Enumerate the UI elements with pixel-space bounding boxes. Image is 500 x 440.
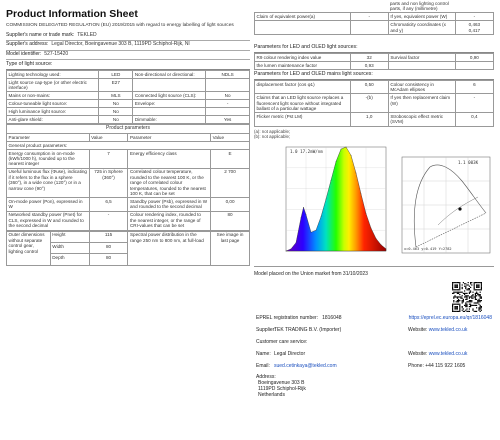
spectrum-point [286, 251, 287, 252]
param-cell: Useful luminous flux (Φuse), indicating if it refers to the flux in a sphere (360°), in a wide cone (120°) or in a narrow cone (90°) [7, 168, 90, 198]
param-cell: Networked standby power (Pnet) for CLS, expressed in W and rounded to the second decimal [7, 211, 90, 230]
spectrum-point [306, 214, 307, 215]
col-value-2: Value [211, 133, 250, 141]
qr-code [452, 282, 482, 312]
claims-value: -(b) [350, 94, 388, 113]
chromaticity-point [458, 207, 461, 210]
website-link-2[interactable]: www.tekled.co.uk [428, 350, 468, 357]
replace-value: - [455, 94, 493, 113]
width-label: Width [50, 242, 89, 253]
supplier-value: TEKLED [77, 32, 97, 39]
spectrum-point [381, 244, 382, 245]
address-value-2: Boeingavenue 303 B 1119PD Schiphol-Rijk Netherlands [258, 380, 306, 399]
type-cell: Lighting technology used: [7, 70, 99, 78]
param-cell: 2 700 [211, 168, 250, 198]
type-table [6, 70, 250, 124]
depth-value: 80 [89, 254, 128, 265]
spectrum-point [341, 149, 342, 150]
spectrum-point [356, 173, 357, 174]
eprel-url[interactable]: https://eprel.ec.europa.eu/qr/1816048 [408, 314, 492, 321]
type-cell: Light source cap-type (or other electric interface) [7, 78, 99, 91]
spectrum-legend: 1.0 17.2mW/nm [290, 149, 323, 155]
type-row [7, 116, 250, 124]
colcon-label: Colour consistency in McAdam ellipses [388, 81, 455, 94]
spectrum-point [376, 238, 377, 239]
market-text: Model placed on the Union market from 31/10/2023 [254, 271, 368, 278]
type-cell: Anti-glare shield: [7, 116, 99, 124]
model-row [6, 51, 250, 60]
param-cell: Energy efficiency class [128, 149, 211, 168]
supplier-label-2: Supplier: [256, 326, 276, 333]
footnote-a: (a): not applicable; [254, 128, 291, 134]
type-cell: No [99, 100, 133, 108]
address-value: Legal Director, Boeingavenue 303 B, 1119PD Schiphol-Rijk, Nl [51, 41, 190, 48]
param-cell: 6,5 [89, 198, 128, 211]
spectral-value: See image in last page [211, 231, 250, 265]
led-title: Parameters for LED and OLED light sources: [254, 43, 494, 53]
type-row [7, 100, 250, 108]
spectrum-point [336, 161, 337, 162]
param-cell: 80 [211, 211, 250, 230]
phone-value: +44 115 922 1605 [425, 362, 466, 369]
type-cell: - [206, 100, 250, 108]
left-column [6, 4, 250, 266]
cie-label-bottom: x=0.463 y=0.419 Y=2782 [404, 247, 452, 252]
customer-care-label: Customer care service: [256, 338, 308, 345]
col-param-1: Parameter [7, 133, 90, 141]
eprel-reg-label: EPREL registration number: [256, 314, 319, 321]
type-row [7, 70, 250, 78]
replace-label: If yes then replacement claim (W) [388, 94, 455, 113]
outer-dim-label: Outer dimensions without separate control gear, lighting control [7, 231, 51, 265]
r9-label: R9 colour rendering index value [255, 53, 351, 61]
claim-table [254, 0, 494, 35]
dimensions-table [6, 231, 250, 266]
type-cell: No [99, 116, 133, 124]
param-row [7, 168, 250, 198]
website-label-2: Website: [408, 350, 428, 357]
spectrum-point [321, 216, 322, 217]
website-link[interactable]: www.tekled.co.uk [428, 326, 468, 333]
spectrum-point [296, 242, 297, 243]
equiv-label: If yes, equivalent power (W) [388, 13, 455, 21]
address-row [6, 41, 250, 50]
type-cell: Colour-tuneable light source: [7, 100, 99, 108]
height-value: 115 [89, 231, 128, 242]
claims-label: Claims that an LED light source replaces a fluorescent light source without integrated ballast of a particular wattage [255, 94, 351, 113]
param-cell: Correlated colour temperature, rounded to the nearest 100 K, or the range of correlated colour temperatures, rounded to the nearest 100 K, that can be set [128, 168, 211, 198]
equiv-value: - [455, 13, 493, 21]
type-cell: Non-directional or directional: [133, 70, 206, 78]
param-cell: E [211, 149, 250, 168]
params-table [6, 124, 250, 230]
spectrum-point [326, 199, 327, 200]
type-cell: MLS [99, 92, 133, 100]
chroma-label: Chromaticity coordinates (x and y) [388, 21, 455, 34]
flicker-label: Flicker metric (Pst LM) [255, 113, 351, 126]
chroma-value: 0,463 0,417 [455, 21, 493, 34]
name-label: Name: [256, 350, 271, 357]
type-cell: High luminance light source: [7, 108, 99, 116]
cie-label-top: 1.1 003K [458, 160, 479, 166]
type-cell: Connected light source (CLS): [133, 92, 206, 100]
spectrum-point [301, 217, 302, 218]
led-table [254, 53, 494, 70]
strobo-value: 0,4 [455, 113, 493, 126]
spectrum-point [331, 180, 332, 181]
website-label: Website: [408, 326, 428, 333]
type-cell [206, 108, 250, 116]
spectrum-point [346, 147, 347, 148]
disp-value: 0,50 [350, 81, 388, 94]
type-cell: NDLS [206, 70, 250, 78]
spectrum-point [361, 194, 362, 195]
type-cell [206, 78, 250, 91]
spectrum-point [303, 207, 304, 208]
spectrum-area [286, 147, 386, 251]
regulation-text: COMMISSION DELEGATED REGULATION (EU) 2019/2015 with regard to energy labelling of light sources [6, 23, 234, 29]
param-cell: Standby power (Psb), expressed in W and rounded to the second decimal [128, 198, 211, 211]
right-column [254, 0, 494, 422]
model-value: 527-15420 [44, 50, 69, 57]
type-row [7, 108, 250, 116]
param-row [7, 211, 250, 230]
footnote-b: (b): not applicable; [254, 133, 291, 139]
page-title: Product Information Sheet [6, 8, 138, 20]
email-link[interactable]: sued.cetinkaya@tekled.com [274, 362, 337, 369]
spectrum-chart [278, 143, 390, 259]
param-cell: - [89, 211, 128, 230]
width-value: 80 [89, 242, 128, 253]
param-cell: 7 [89, 149, 128, 168]
parts-text: parts and non lighting control parts, if any (millimetre) [389, 0, 449, 12]
cie-diagram [400, 155, 492, 255]
spectrum-point [311, 232, 312, 233]
type-cell: E27 [99, 78, 133, 91]
type-row [7, 92, 250, 100]
spectral-label: Spectral power distribution in the range 250 nm to 800 nm, at full-load [128, 231, 211, 265]
param-cell: Colour rendering index, rounded to the nearest integer, or the range of CRI-values that can be set [128, 211, 211, 230]
maint-label: the lumen maintenance factor [255, 61, 351, 69]
model-label: Model identifier: [6, 50, 42, 57]
phone-label: Phone: [408, 362, 424, 369]
type-cell: No [206, 92, 250, 100]
type-cell [133, 108, 206, 116]
spectrum-point [386, 249, 387, 250]
maint-value: 0,93 [350, 61, 388, 69]
type-cell: LED [99, 70, 133, 78]
supplier-row [6, 32, 250, 41]
spectrum-point [316, 230, 317, 231]
spectrum-point [371, 228, 372, 229]
spectrum-point [366, 213, 367, 214]
col-value-1: Value [89, 133, 128, 141]
type-cell: Dimmable: [133, 116, 206, 124]
type-title: Type of light source: [6, 60, 250, 70]
mains-title: Parameters for LED and OLED mains light sources: [254, 70, 494, 80]
chart-area [254, 139, 494, 267]
colcon-value: 6 [455, 81, 493, 94]
supplier-label: Supplier's name or trade mark: [6, 32, 75, 39]
address-label-2: Address: [256, 374, 276, 381]
param-cell: Energy consumption in on-mode (kWh/1000 h), rounded up to the nearest integer [7, 149, 90, 168]
r9-value: 32 [350, 53, 388, 61]
claim-label: Claim of equivalent power(a) [255, 13, 351, 21]
eprel-section [254, 282, 494, 422]
param-cell: On-mode power (Pon), expressed in W [7, 198, 90, 211]
type-cell: Mains or non-mains: [7, 92, 99, 100]
height-label: Height [50, 231, 89, 242]
type-cell: Yes [206, 116, 250, 124]
params-title: Product parameters [7, 125, 250, 133]
param-cell: 0,00 [211, 198, 250, 211]
type-row [7, 78, 250, 91]
survival-value: 0,90 [455, 53, 493, 61]
type-cell [133, 78, 206, 91]
email-label: Email: [256, 362, 270, 369]
param-cell: 725 in Sphere (360°) [89, 168, 128, 198]
param-row [7, 149, 250, 168]
name-value: Legal Director [274, 350, 306, 357]
supplier-value-2: TEK TRADING B.V. (Importer) [274, 326, 342, 333]
disp-label: displacement factor (cos φ1) [255, 81, 351, 94]
spectrum-point [291, 249, 292, 250]
param-row [7, 198, 250, 211]
address-label: Supplier's address: [6, 41, 49, 48]
eprel-reg-value: 1816048 [322, 314, 342, 321]
mains-table [254, 80, 494, 127]
strobo-label: Stroboscopic effect metric (SVM) [388, 113, 455, 126]
spectrum-point [351, 155, 352, 156]
flicker-value: 1,0 [350, 113, 388, 126]
general-title: General product parameters: [7, 141, 250, 149]
survival-label: Survival factor [388, 53, 455, 61]
type-cell: No [99, 108, 133, 116]
type-cell: Envelope: [133, 100, 206, 108]
col-param-2: Parameter [128, 133, 211, 141]
claim-value: - [350, 13, 388, 21]
depth-label: Depth [50, 254, 89, 265]
